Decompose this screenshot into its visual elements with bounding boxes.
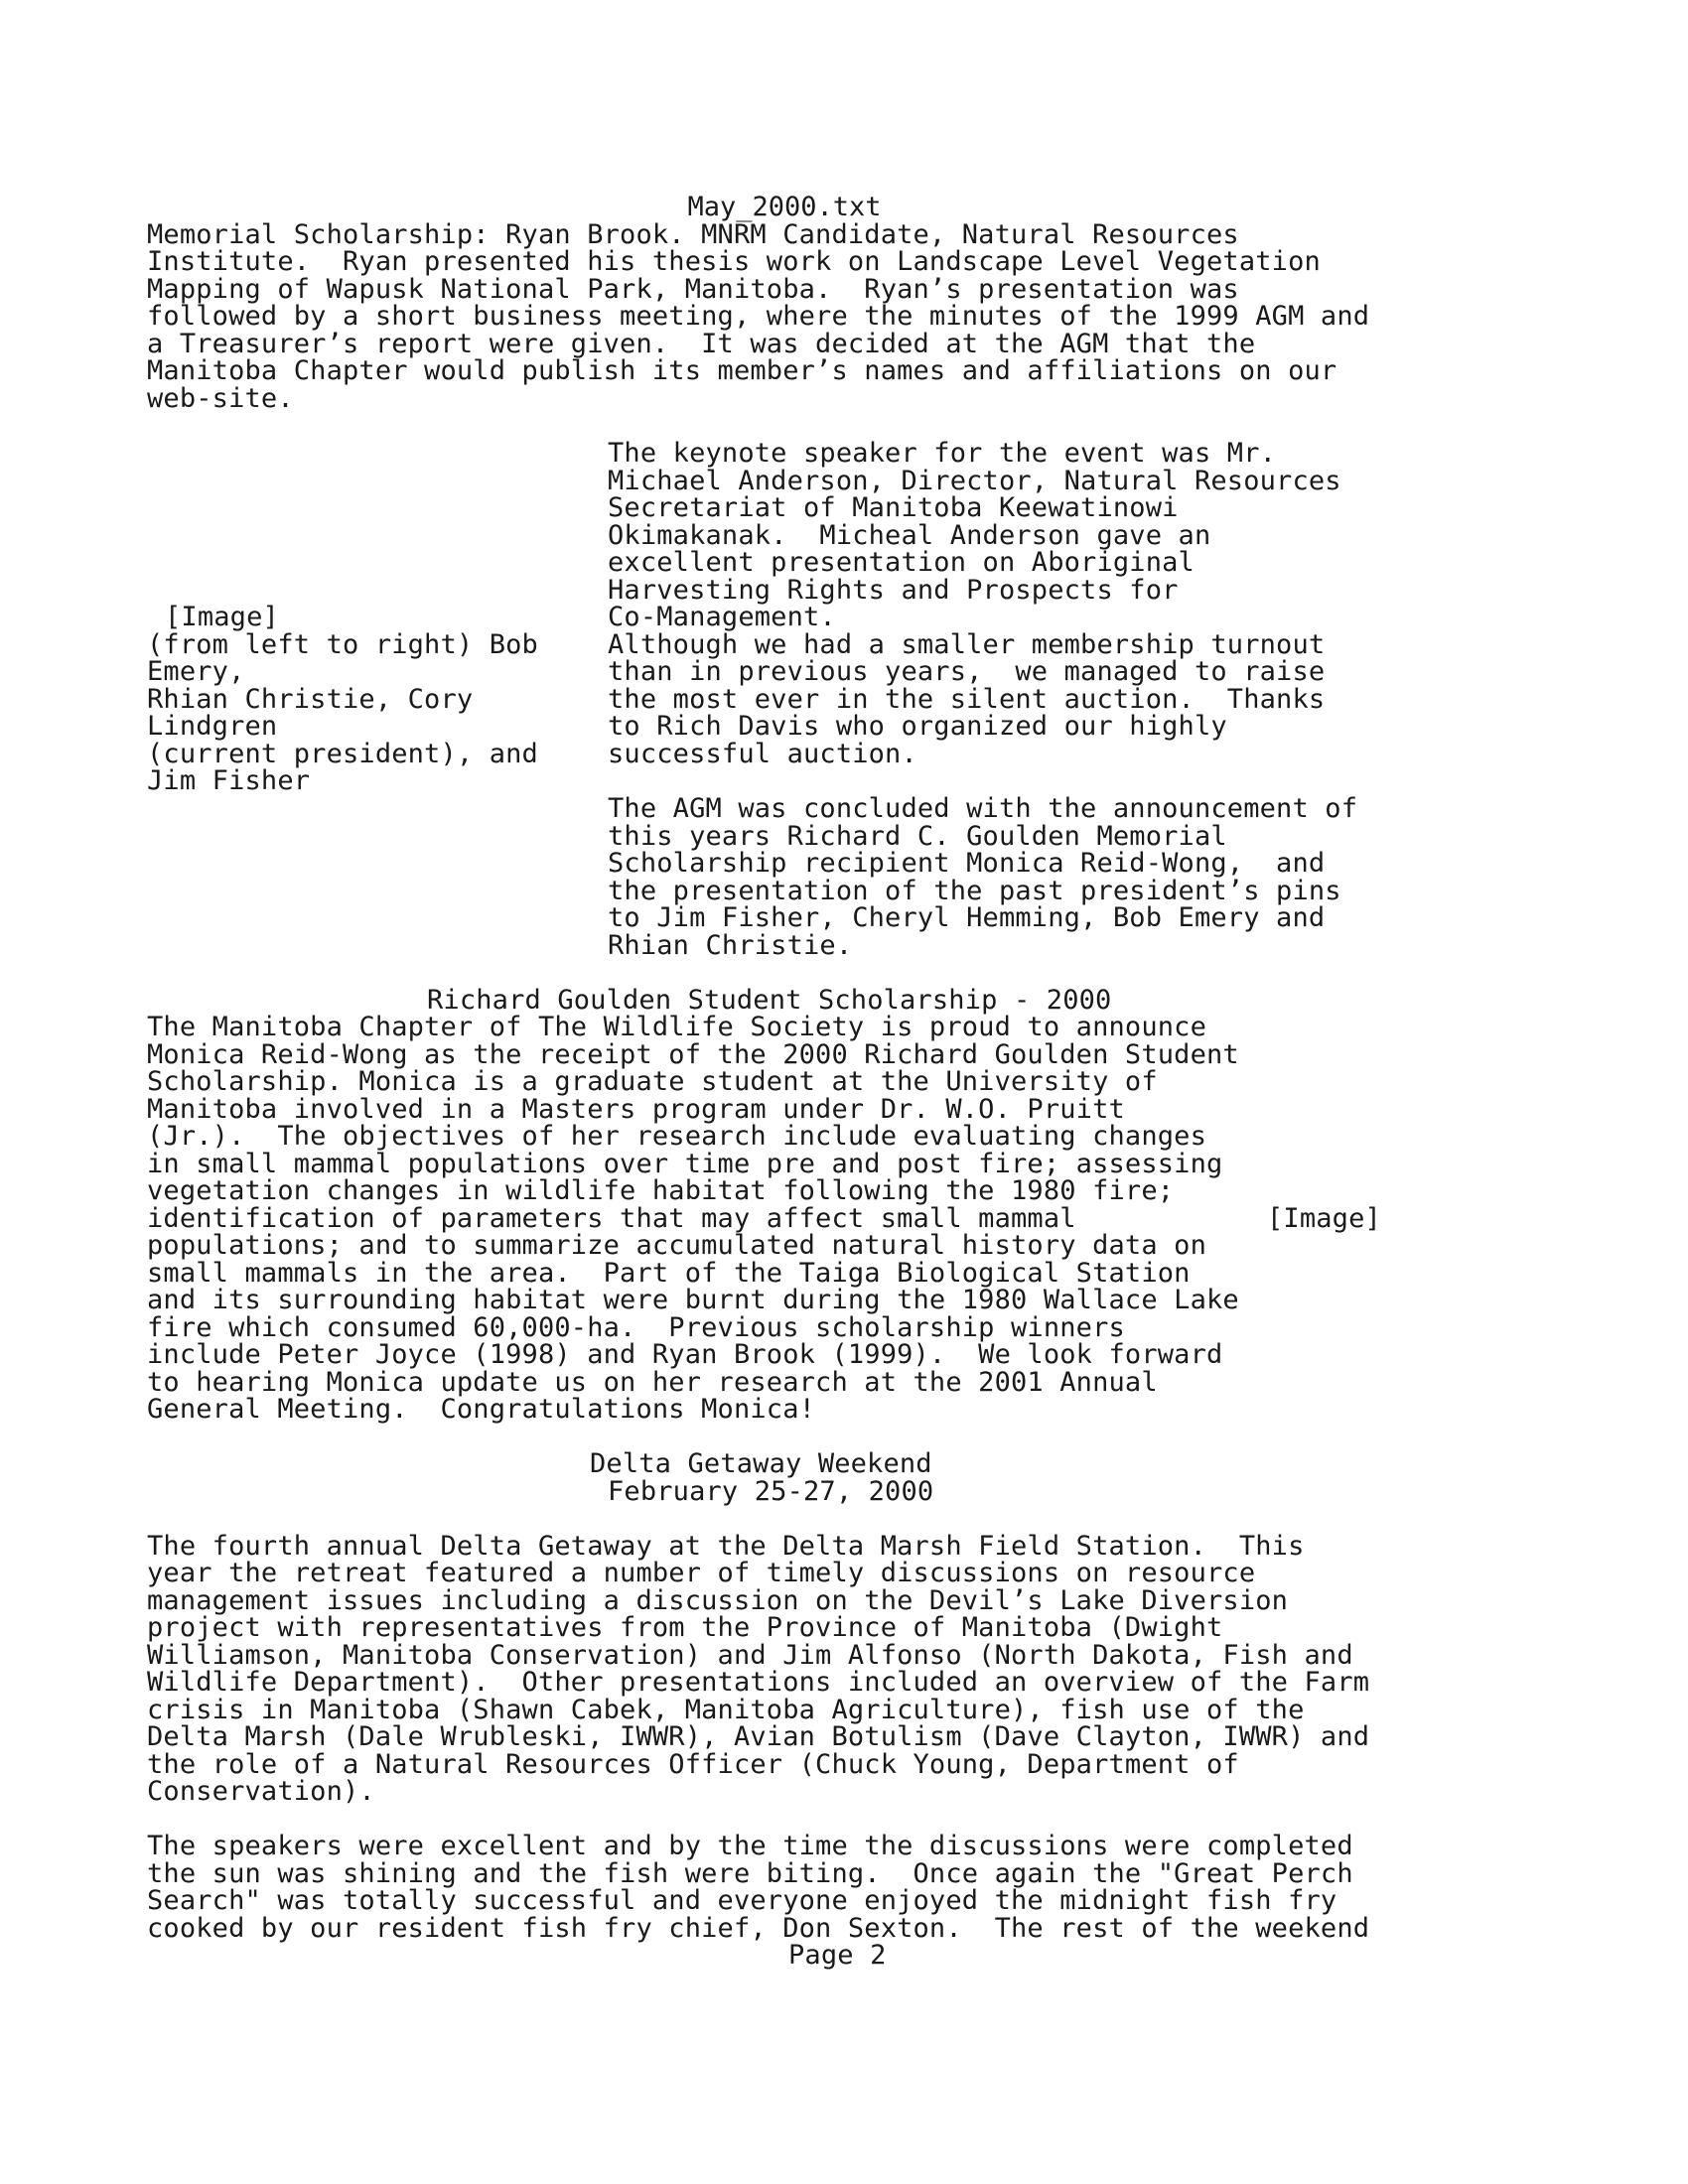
text-line: identification of parameters that may affect small mammal bbox=[147, 1203, 1076, 1234]
text-line: followed by a short business meeting, where the minutes of the 1999 AGM and bbox=[147, 301, 1370, 332]
text-line: Scholarship recipient Monica Reid-Wong, and bbox=[608, 848, 1326, 879]
page-title: May_2000.txt bbox=[687, 192, 882, 222]
text-line: The AGM was concluded with the announcement of bbox=[608, 793, 1358, 824]
text-line: to Rich Davis who organized our highly bbox=[608, 711, 1227, 742]
text-line: Okimakanak. Micheal Anderson gave an bbox=[608, 520, 1211, 551]
text-line: Rhian Christie. bbox=[608, 930, 853, 961]
text-line: a Treasurer’s report were given. It was decided at the AGM that the bbox=[147, 329, 1256, 359]
text-line: in small mammal populations over time pre and post fire; assessing bbox=[147, 1149, 1223, 1179]
text-line: Conservation). bbox=[147, 1776, 375, 1807]
section-heading: Richard Goulden Student Scholarship - 2000 bbox=[427, 985, 1112, 1016]
text-line: to hearing Monica update us on her research at the 2001 Annual bbox=[147, 1367, 1158, 1398]
text-line: The fourth annual Delta Getaway at the Delta Marsh Field Station. This bbox=[147, 1531, 1305, 1562]
text-line: Williamson, Manitoba Conservation) and Jim Alfonso (North Dakota, Fish and bbox=[147, 1640, 1353, 1671]
image-placeholder: [Image] bbox=[165, 602, 279, 632]
text-line: The speakers were excellent and by the time the discussions were completed bbox=[147, 1831, 1353, 1861]
section-dates: February 25-27, 2000 bbox=[608, 1476, 934, 1507]
text-line: General Meeting. Congratulations Monica! bbox=[147, 1394, 816, 1425]
text-line: Manitoba Chapter would publish its member’s names and affiliations on our bbox=[147, 355, 1337, 386]
text-line: Search" was totally successful and everyone enjoyed the midnight fish fry bbox=[147, 1885, 1337, 1916]
text-line: cooked by our resident fish fry chief, Don Sexton. The rest of the weekend bbox=[147, 1913, 1370, 1944]
text-line: excellent presentation on Aboriginal bbox=[608, 547, 1195, 578]
text-line: small mammals in the area. Part of the Taiga Biological Station bbox=[147, 1258, 1191, 1289]
text-line: web-site. bbox=[147, 383, 294, 414]
caption-line: Lindgren bbox=[147, 711, 278, 742]
text-line: the role of a Natural Resources Officer (Chuck Young, Department of bbox=[147, 1749, 1239, 1780]
text-line: and its surrounding habitat were burnt during the 1980 Wallace Lake bbox=[147, 1285, 1239, 1315]
text-line: Co-Management. bbox=[608, 602, 836, 632]
text-line: Secretariat of Manitoba Keewatinowi bbox=[608, 492, 1179, 523]
text-line: fire which consumed 60,000-ha. Previous scholarship winners bbox=[147, 1312, 1125, 1343]
caption-line: Rhian Christie, Cory bbox=[147, 684, 474, 715]
text-line: Manitoba involved in a Masters program under Dr. W.O. Pruitt bbox=[147, 1094, 1125, 1125]
text-line: crisis in Manitoba (Shawn Cabek, Manitoba Agriculture), fish use of the bbox=[147, 1695, 1305, 1725]
text-line: Wildlife Department). Other presentations included an overview of the Farm bbox=[147, 1667, 1370, 1698]
text-line: (Jr.). The objectives of her research include evaluating changes bbox=[147, 1121, 1206, 1152]
section-heading: Delta Getaway Weekend bbox=[590, 1448, 932, 1479]
text-line: Harvesting Rights and Prospects for bbox=[608, 575, 1179, 606]
text-line: Scholarship. Monica is a graduate student at the University of bbox=[147, 1066, 1158, 1097]
text-line: project with representatives from the Province of Manitoba (Dwight bbox=[147, 1612, 1223, 1643]
text-line: Mapping of Wapusk National Park, Manitoba. Ryan’s presentation was bbox=[147, 274, 1239, 305]
text-line: The Manitoba Chapter of The Wildlife Society is proud to announce bbox=[147, 1012, 1206, 1042]
caption-line: Emery, bbox=[147, 656, 245, 687]
image-placeholder: [Image] bbox=[1267, 1203, 1381, 1234]
page-number: Page 2 bbox=[788, 1940, 887, 1971]
text-line: this years Richard C. Goulden Memorial bbox=[608, 821, 1227, 852]
text-line: the presentation of the past president’s pins bbox=[608, 876, 1341, 906]
caption-line: (current president), and bbox=[147, 739, 538, 769]
text-line: management issues including a discussion on the Devil’s Lake Diversion bbox=[147, 1585, 1289, 1616]
text-line: Although we had a smaller membership turnout bbox=[608, 629, 1326, 660]
caption-line: (from left to right) Bob bbox=[147, 629, 538, 660]
text-line: year the retreat featured a number of timely discussions on resource bbox=[147, 1558, 1256, 1588]
text-line: the sun was shining and the fish were biting. Once again the "Great Perch bbox=[147, 1858, 1353, 1889]
text-line: populations; and to summarize accumulated natural history data on bbox=[147, 1230, 1206, 1261]
text-line: Michael Anderson, Director, Natural Resources bbox=[608, 466, 1341, 496]
text-line: Delta Marsh (Dale Wrubleski, IWWR), Avian Botulism (Dave Clayton, IWWR) and bbox=[147, 1721, 1370, 1752]
text-line: to Jim Fisher, Cheryl Hemming, Bob Emery and bbox=[608, 902, 1326, 933]
text-line: Memorial Scholarship: Ryan Brook. MNRM Candidate, Natural Resources bbox=[147, 219, 1239, 250]
text-line: The keynote speaker for the event was Mr. bbox=[608, 438, 1277, 469]
text-line: vegetation changes in wildlife habitat following the 1980 fire; bbox=[147, 1175, 1175, 1206]
text-line: the most ever in the silent auction. Thanks bbox=[608, 684, 1326, 715]
text-line: include Peter Joyce (1998) and Ryan Brook (1999). We look forward bbox=[147, 1339, 1223, 1370]
text-line: successful auction. bbox=[608, 739, 917, 769]
text-line: Institute. Ryan presented his thesis work on Landscape Level Vegetation bbox=[147, 246, 1321, 277]
caption-line: Jim Fisher bbox=[147, 765, 311, 796]
text-line: than in previous years, we managed to raise bbox=[608, 656, 1326, 687]
text-line: Monica Reid-Wong as the receipt of the 2000 Richard Goulden Student bbox=[147, 1039, 1239, 1070]
